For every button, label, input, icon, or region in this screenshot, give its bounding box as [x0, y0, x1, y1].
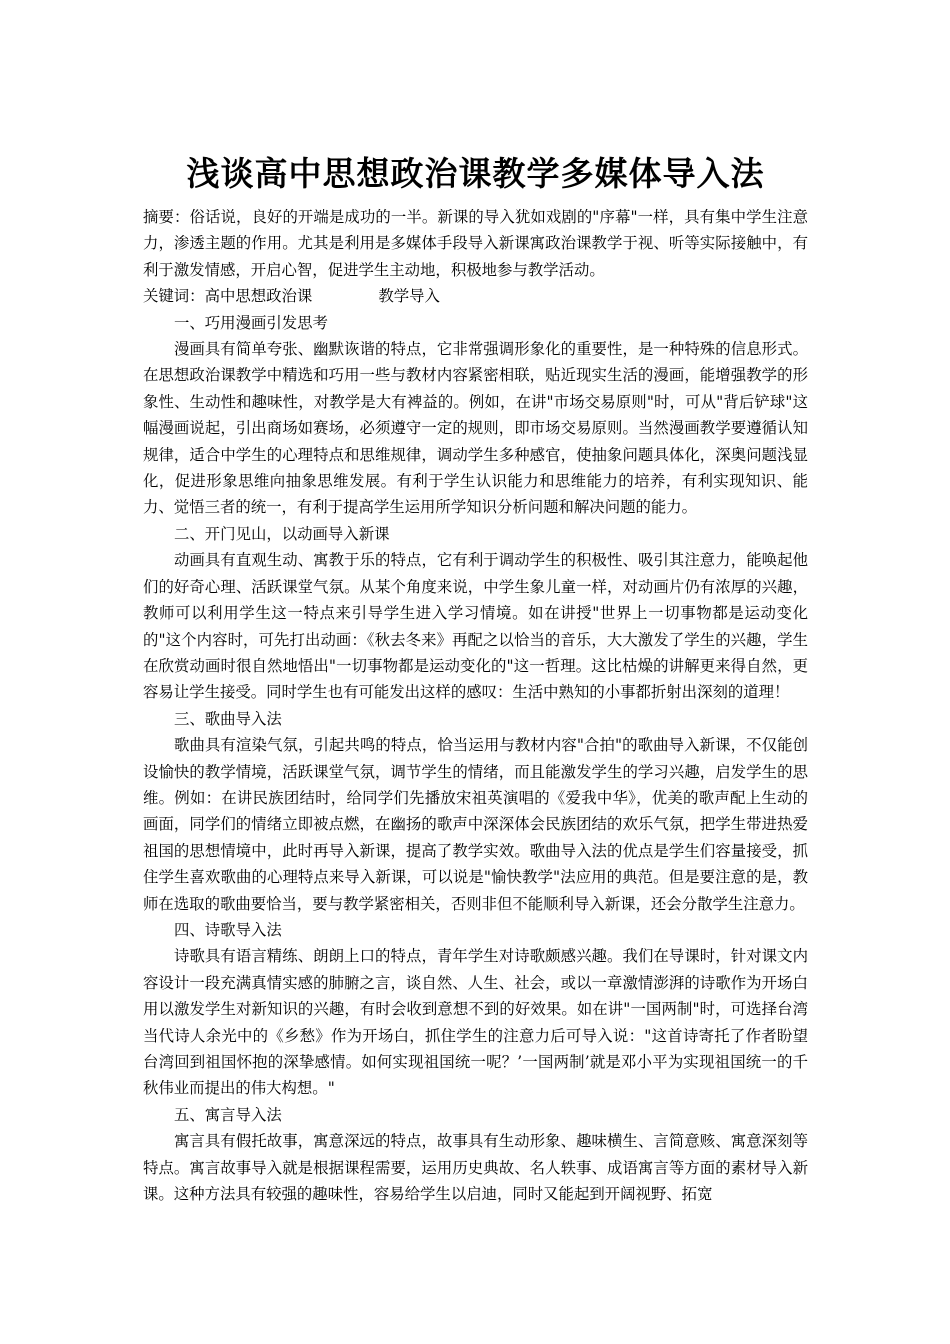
section-body-3: 歌曲具有渲染气氛，引起共鸣的特点，恰当运用与教材内容"合拍"的歌曲导入新课，不仅能创设愉快的教学情境，活跃课堂气氛，调节学生的情绪，而且能激发学生的学习兴趣，启发学生的思维。例如：在讲民族团结时，给同学们先播放宋祖英演唱的《爱我中华》，优美的歌声配上生动的画面，同学们的情绪立即被点燃，在幽扬的歌声中深深体会民族团结的欢乐气氛，把学生带进热爱祖国的思想情境中，此时再导入新课，提高了教学实效。歌曲导入法的优点是学生们容量接受，抓住学生喜欢歌曲的心理特点来导入新课，可以说是"愉快教学"法应用的典范。但是要注意的是，教师在选取的歌曲要恰当，要与教学紧密相关，否则非但不能顺利导入新课，还会分散学生注意力。 [143, 736, 808, 913]
keywords-label: 关键词：高中思想政治课 [143, 287, 313, 306]
keywords-value: 教学导入 [378, 287, 440, 306]
section-body-5: 寓言具有假托故事，寓意深远的特点，故事具有生动形象、趣味横生、言简意赅、寓意深刻等特点。寓言故事导入就是根据课程需要，运用历史典故、名人轶事、成语寓言等方面的素材导入新课。这种方法具有较强的趣味性，容易给学生以启迪，同时又能起到开阔视野、拓宽 [143, 1132, 808, 1204]
section-body-1: 漫画具有简单夸张、幽默诙谐的特点，它非常强调形象化的重要性，是一种特殊的信息形式。在思想政治课教学中精选和巧用一些与教材内容紧密相联，贴近现实生活的漫画，能增强教学的形象性、生动性和趣味性，对教学是大有裨益的。例如，在讲"市场交易原则"时，可从"背后铲球"这幅漫画说起，引出商场如赛场，必须遵守一定的规则，即市场交易原则。当然漫画教学要遵循认知规律，适合中学生的心理特点和思维规律，调动学生多种感官，使抽象问题具体化，深奥问题浅显化，促进形象思维向抽象思维发展。有利于学生认识能力和思维能力的培养，有利实现知识、能力、觉悟三者的统一，有利于提高学生运用所学知识分析问题和解决问题的能力。 [143, 340, 808, 517]
section-heading-2: 二、开门见山，以动画导入新课 [174, 524, 390, 543]
section-body-4: 诗歌具有语言精练、朗朗上口的特点，青年学生对诗歌颇感兴趣。我们在导课时，针对课文内容设计一段充满真情实感的肺腑之言，谈自然、人生、社会，或以一章激情澎湃的诗歌作为开场白用以激发学生对新知识的兴趣，有时会收到意想不到的好效果。如在讲"一国两制"时，可选择台湾当代诗人余光中的《乡愁》作为开场白，抓住学生的注意力后可导入说："这首诗寄托了作者盼望台湾回到祖国怀抱的深挚感情。如何实现祖国统一呢？’一国两制’就是邓小平为实现祖国统一的千秋伟业而提出的伟大构想。" [143, 947, 808, 1098]
section-body-2: 动画具有直观生动、寓教于乐的特点，它有利于调动学生的积极性、吸引其注意力，能唤起他们的好奇心理、活跃课堂气氛。从某个角度来说，中学生象儿童一样，对动画片仍有浓厚的兴趣，教师可以利用学生这一特点来引导学生进入学习情境。如在讲授"世界上一切事物都是运动变化的"这个内容时，可先打出动画：《秋去冬来》再配之以恰当的音乐，大大激发了学生的兴趣，学生在欣赏动画时很自然地悟出"一切事物都是运动变化的"这一哲理。这比枯燥的讲解更来得自然，更容易让学生接受。同时学生也有可能发出这样的感叹：生活中熟知的小事都折射出深刻的道理！ [143, 551, 808, 702]
section-heading-4: 四、诗歌导入法 [174, 920, 282, 939]
abstract: 摘要：俗话说，良好的开端是成功的一半。新课的导入犹如戏剧的"序幕"一样，具有集中学生注意力，渗透主题的作用。尤其是利用是多媒体手段导入新课寓政治课教学于视、听等实际接触中，有利于激发情感，开启心智，促进学生主动地，积极地参与教学活动。 [143, 208, 808, 279]
section-heading-1: 一、巧用漫画引发思考 [174, 313, 328, 332]
document-title: 浅谈高中思想政治课教学多媒体导入法 [186, 154, 765, 193]
document-page [143, 146, 808, 1207]
section-heading-5: 五、寓言导入法 [174, 1105, 282, 1124]
section-heading-3: 三、歌曲导入法 [174, 709, 282, 728]
keywords-line [143, 283, 808, 309]
